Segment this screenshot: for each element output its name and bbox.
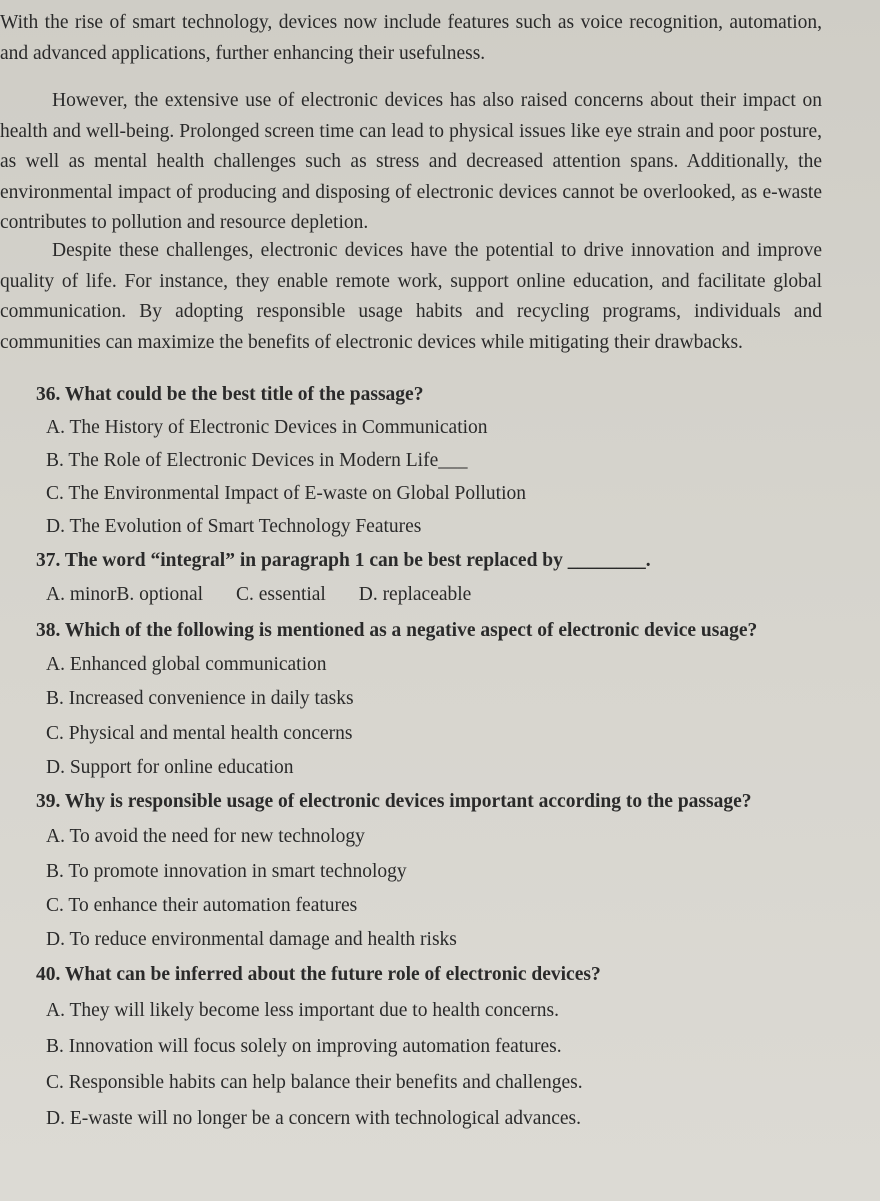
question-39-option-c[interactable]: C. To enhance their automation features [46, 895, 358, 916]
question-36-option-b[interactable]: B. The Role of Electronic Devices in Modern Life___ [46, 450, 468, 471]
question-39-option-b[interactable]: B. To promote innovation in smart technology [46, 861, 407, 882]
question-38-option-b[interactable]: B. Increased convenience in daily tasks [46, 688, 354, 709]
question-36-option-a[interactable]: A. The History of Electronic Devices in Communication [46, 417, 488, 438]
question-37-option-d[interactable]: D. replaceable [358, 584, 472, 605]
question-38-stem: 38. Which of the following is mentioned as a negative aspect of electronic device usage? [36, 620, 758, 641]
passage-paragraph-1: With the rise of smart technology, devices now include features such as voice recognition, automation, and advanced applications, further enhancing their usefulness. [0, 12, 822, 64]
question-39-stem: 39. Why is responsible usage of electronic devices important according to the passage? [36, 791, 752, 812]
question-39-option-d[interactable]: D. To reduce environmental damage and health risks [46, 929, 457, 950]
question-36-option-d[interactable]: D. The Evolution of Smart Technology Features [46, 516, 422, 537]
question-40-stem: 40. What can be inferred about the future role of electronic devices? [36, 964, 601, 985]
passage-paragraph-2: However, the extensive use of electronic devices has also raised concerns about their impact on health and well-being. Prolonged screen time can lead to physical issues like eye strain and poor posture, as well as mental health challenges such as stress and decreased attention spans. Additionally, the environmental impact of producing and disposing of electronic devices cannot be overlooked, as e-waste contributes to pollution and resource depletion. [0, 90, 822, 233]
question-36-stem: 36. What could be the best title of the passage? [36, 384, 424, 405]
question-37-option-a-b[interactable]: A. minorB. optional [46, 584, 204, 605]
question-40-option-b[interactable]: B. Innovation will focus solely on improving automation features. [46, 1036, 562, 1057]
question-38-option-d[interactable]: D. Support for online education [46, 757, 294, 778]
question-38-option-c[interactable]: C. Physical and mental health concerns [46, 723, 353, 744]
question-40-option-c[interactable]: C. Responsible habits can help balance their benefits and challenges. [46, 1072, 583, 1093]
question-40-option-d[interactable]: D. E-waste will no longer be a concern with technological advances. [46, 1108, 581, 1129]
question-40-option-a[interactable]: A. They will likely become less important due to health concerns. [46, 1000, 560, 1021]
question-37-options [46, 582, 471, 608]
question-38-option-a[interactable]: A. Enhanced global communication [46, 654, 327, 675]
question-37-option-c[interactable]: C. essential [235, 584, 326, 605]
question-39-option-a[interactable]: A. To avoid the need for new technology [46, 826, 365, 847]
question-36-option-c[interactable]: C. The Environmental Impact of E-waste on Global Pollution [46, 483, 527, 504]
question-37-stem: 37. The word “integral” in paragraph 1 can be best replaced by ________. [36, 550, 651, 571]
passage-paragraph-3: Despite these challenges, electronic devices have the potential to drive innovation and improve quality of life. For instance, they enable remote work, support online education, and facilitate global communication. By adopting responsible usage habits and recycling programs, individuals and communities can maximize the benefits of electronic devices while mitigating their drawbacks. [0, 240, 822, 353]
